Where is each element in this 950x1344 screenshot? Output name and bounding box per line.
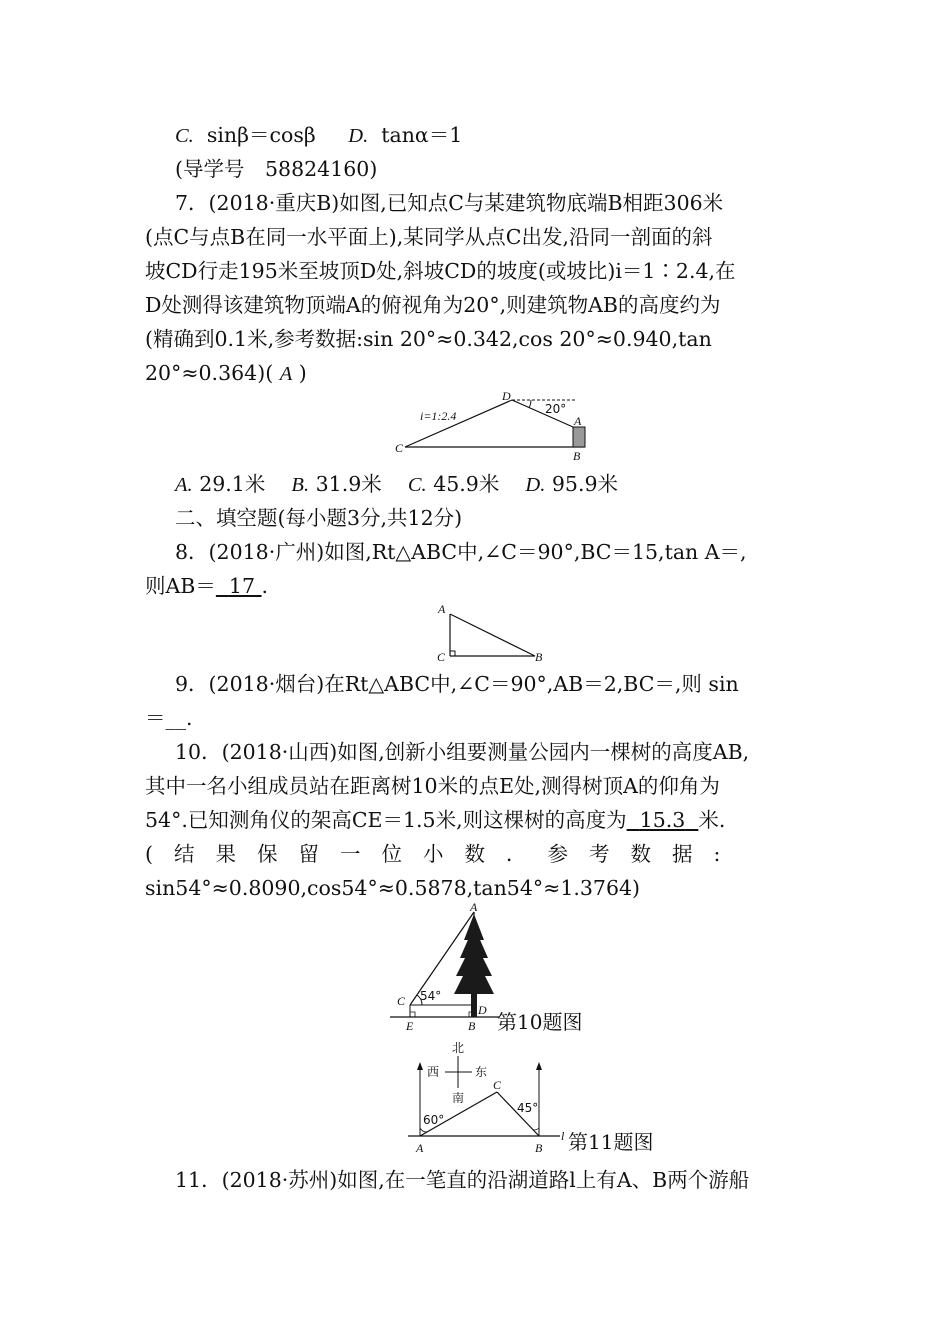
q11-angle-b: 45° [517, 1101, 539, 1115]
q7-line6-text: 20°≈0.364)( [145, 361, 274, 385]
q7-answer: A [279, 363, 293, 385]
q11-road-label: l [561, 1129, 565, 1143]
q8-line2-suffix: . [261, 574, 269, 598]
q11-angle-a: 60° [423, 1113, 445, 1127]
choice-c-label: C. [175, 125, 194, 147]
q9-line1: 9．(2018·烟台)在Rt△ABC中,∠C＝90°,AB＝2,BC＝,则 sin [175, 672, 739, 696]
q8-line1: 8．(2018·广州)如图,Rt△ABC中,∠C＝90°,BC＝15,tan A＝, [175, 540, 747, 564]
q8-point-a: A [438, 602, 446, 616]
choice-d-text: tanα＝1 [381, 123, 463, 147]
point-b-label: B [573, 449, 581, 463]
q10-line3-prefix: 54°.已知测角仪的架高CE＝1.5米,则这棵树的高度为 [145, 808, 627, 832]
compass-north: 北 [452, 1041, 465, 1055]
angle-20-label: 20° [545, 402, 567, 416]
q8-line2 [145, 569, 268, 603]
q10-tree-figure [390, 900, 500, 1032]
section-heading: 二、填空题(每小题3分,共12分) [175, 506, 463, 530]
q10-caption: 第10题图 [497, 1010, 583, 1034]
q7-line5: (精确到0.1米,参考数据:sin 20°≈0.342,cos 20°≈0.940,tan [145, 327, 712, 351]
q10-point-c: C [397, 994, 406, 1008]
q7-line6 [145, 356, 307, 391]
q11-point-b: B [535, 1141, 543, 1155]
q7-line3: 坡CD行走195米至坡顶D处,斜坡CD的坡度(或坡比)i＝1∶2.4,在 [145, 259, 736, 283]
q10-line3-suffix: 米. [698, 808, 726, 832]
q10-answer [627, 808, 699, 832]
compass-icon [427, 1041, 487, 1105]
q10-point-a: A [470, 900, 478, 914]
q10-line5: sin54°≈0.8090,cos54°≈0.5878,tan54°≈1.3764) [145, 876, 641, 900]
tree-icon [454, 914, 494, 1017]
q8-answer [216, 574, 262, 598]
q7-line2: (点C与点B在同一水平面上),某同学从点C出发,沿同一剖面的斜 [145, 225, 713, 249]
q10-line2: 其中一名小组成员站在距离树10米的点E处,测得树顶A的仰角为 [145, 774, 720, 798]
q8-answer-value: 17 [228, 574, 256, 598]
choice-c-label: C. [407, 474, 427, 496]
q10-line1: 10．(2018·山西)如图,创新小组要测量公园内一棵树的高度AB, [175, 740, 750, 764]
q7-line4: D处测得该建筑物顶端A的俯视角为20°,则建筑物AB的高度约为 [145, 293, 721, 317]
q7-line6-close: ) [298, 361, 307, 385]
q11-caption: 第11题图 [568, 1130, 654, 1154]
q11-line1: 11．(2018·苏州)如图,在一笔直的沿湖道路l上有A、B两个游船 [175, 1168, 750, 1192]
choice-d-text: 95.9米 [551, 472, 619, 496]
q10-answer-value: 15.3 [639, 808, 686, 832]
point-a-label: A [574, 414, 582, 428]
slope-label: i=1:2.4 [420, 409, 457, 423]
q11-point-c: C [493, 1078, 502, 1092]
q8-triangle-figure [435, 602, 555, 664]
q10-point-d: D [478, 1003, 487, 1017]
point-d-label: D [502, 389, 511, 403]
q7-choices [175, 467, 618, 502]
q10-angle: 54° [420, 989, 442, 1003]
compass-west: 西 [427, 1065, 440, 1079]
choice-c-text: 45.9米 [433, 472, 500, 496]
q8-point-c: C [437, 650, 446, 664]
choice-d-label: D. [348, 125, 369, 147]
q11-point-a: A [416, 1141, 424, 1155]
q10-line4: (结果保留一位小数．参考数据: [145, 842, 742, 866]
choice-a-label: A. [175, 474, 193, 496]
choice-b-label: B. [291, 474, 310, 496]
q7-line1: 7．(2018·重庆B)如图,已知点C与某建筑物底端B相距306米 [175, 191, 724, 215]
q6-choices-cd [175, 118, 462, 153]
compass-east: 东 [475, 1065, 488, 1079]
q11-lake-figure [405, 1040, 570, 1158]
q8-point-b: B [535, 650, 543, 664]
choice-d-label: D. [525, 474, 546, 496]
q10-point-b: B [468, 1019, 476, 1033]
q8-line2-prefix: 则AB＝ [145, 574, 216, 598]
q10-point-e: E [406, 1019, 414, 1033]
compass-south: 南 [452, 1091, 465, 1105]
guide-number: (导学号 58824160) [175, 157, 378, 181]
point-c-label: C [395, 441, 404, 455]
q9-line2: ＝__. [145, 706, 193, 730]
q7-slope-figure [390, 390, 600, 465]
choice-c-text: sinβ＝cosβ [206, 123, 316, 147]
choice-b-text: 31.9米 [315, 472, 382, 496]
choice-a-text: 29.1米 [199, 472, 266, 496]
q10-line3 [145, 803, 725, 837]
